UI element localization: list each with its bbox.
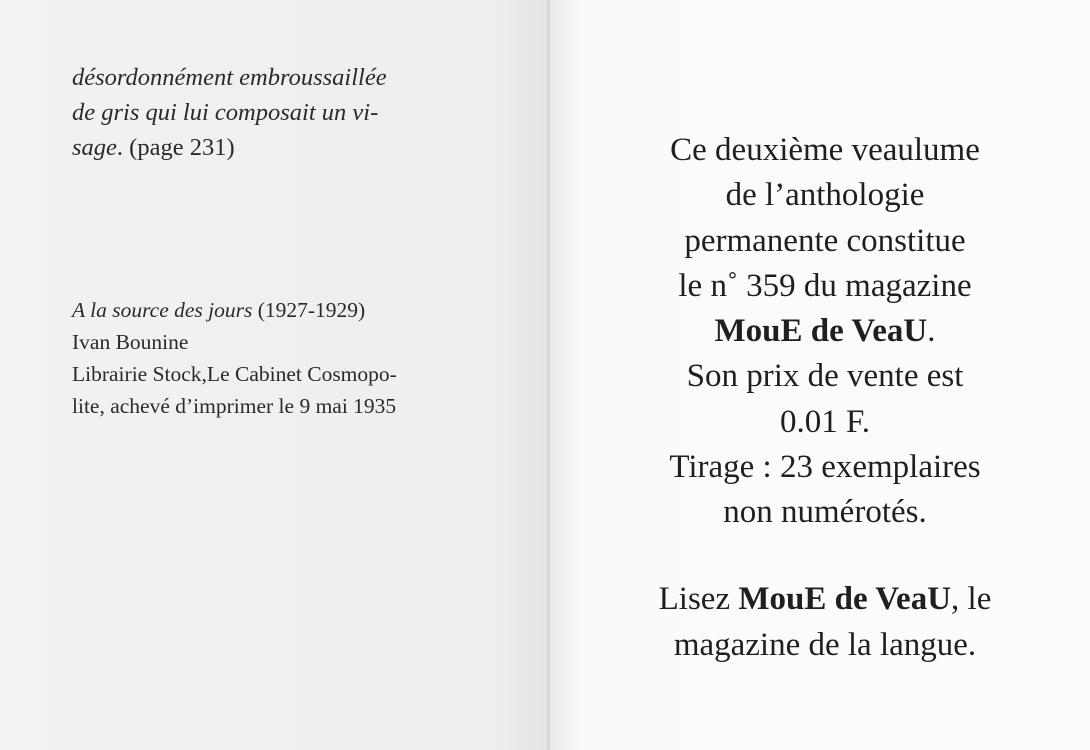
colophon-line-5 bbox=[560, 309, 1090, 354]
promo-magazine-name: MouE de VeaU bbox=[738, 581, 952, 617]
colophon-line-2: de l’anthologie bbox=[725, 177, 925, 214]
publisher-line-2: lite, achevé d’imprimer le 9 mai 1935 bbox=[72, 394, 397, 418]
promo-suffix: , le bbox=[951, 581, 992, 617]
page-reference: . (page 231) bbox=[116, 134, 235, 161]
promo-line-1 bbox=[560, 576, 1090, 622]
quote-line-2: de gris qui lui composait un vi- bbox=[72, 99, 379, 126]
print-run: Tirage : 23 exemplaires bbox=[669, 449, 981, 486]
book-years: (1927-1929) bbox=[252, 298, 366, 322]
promo-line-2: magazine de la langue. bbox=[673, 627, 977, 663]
colophon bbox=[560, 128, 1090, 536]
colophon-period: . bbox=[927, 313, 936, 350]
quote-excerpt bbox=[72, 60, 502, 165]
promo bbox=[560, 576, 1090, 668]
quote-line-3-italic: sage bbox=[72, 134, 117, 161]
colophon-line-3: permanente constitue bbox=[684, 222, 966, 259]
publisher-line-1: Librairie Stock,Le Cabinet Cosmopo- bbox=[72, 362, 397, 386]
magazine-name: MouE de VeaU bbox=[714, 313, 928, 350]
colophon-line-1: Ce deuxième veaulume bbox=[670, 132, 980, 168]
colophon-line-6: Son prix de vente est bbox=[686, 358, 964, 395]
book-author: Ivan Bounine bbox=[72, 330, 189, 354]
colophon-line-9: non numérotés. bbox=[723, 494, 927, 531]
quote-line-1: désordonnément embroussaillée bbox=[72, 64, 387, 91]
quote-line bbox=[72, 95, 502, 130]
price: 0.01 F. bbox=[780, 403, 870, 440]
source-citation bbox=[72, 294, 512, 422]
book-title: A la source des jours bbox=[72, 298, 253, 322]
book-title-line bbox=[72, 294, 512, 326]
quote-line bbox=[72, 130, 502, 165]
quote-line bbox=[72, 60, 502, 95]
colophon-line-4: le n˚ 359 du magazine bbox=[678, 267, 972, 304]
promo-prefix: Lisez bbox=[658, 581, 739, 617]
